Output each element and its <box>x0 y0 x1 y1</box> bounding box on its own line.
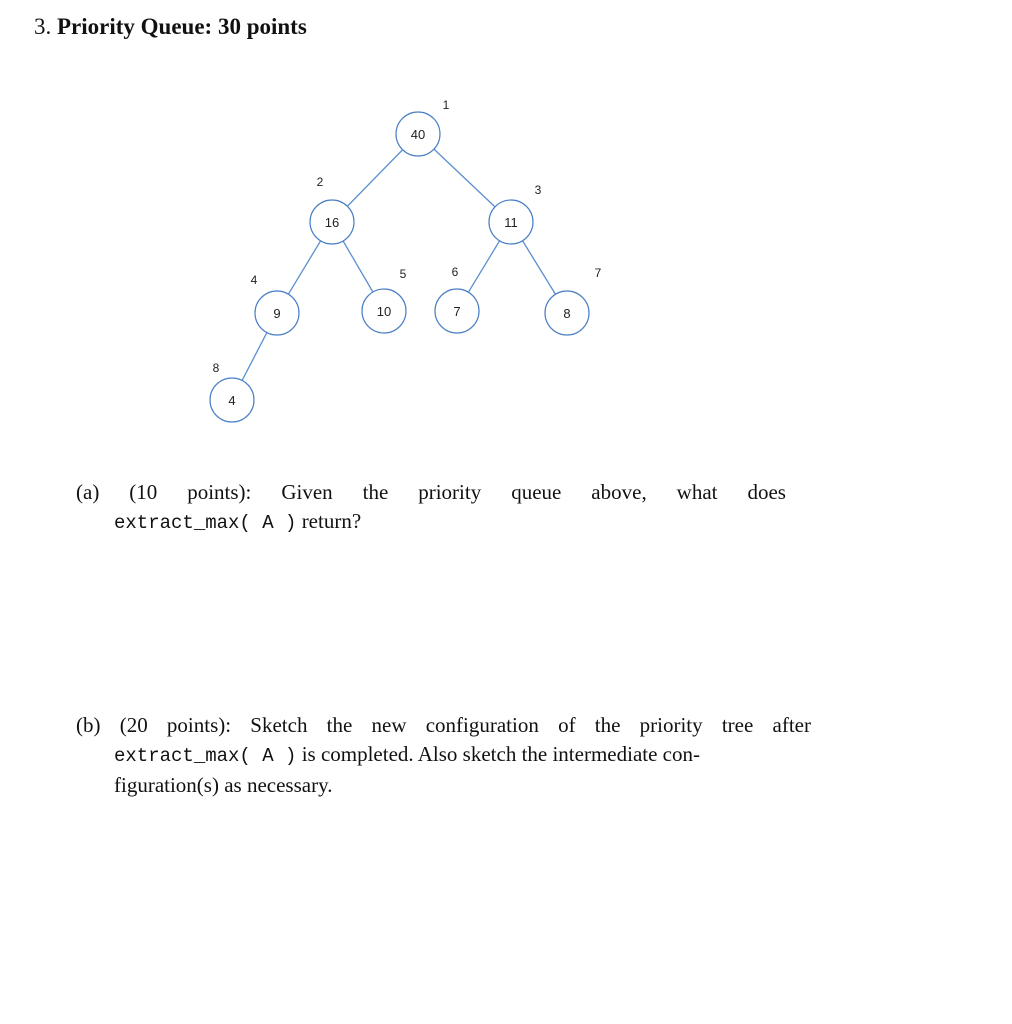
qa-word: (10 <box>129 480 158 504</box>
question-b-line-1: (b) (20 points): Sketch the new configuration of the priority tree after <box>76 713 811 737</box>
tree-node-index: 1 <box>442 98 450 112</box>
tree-edge <box>288 241 320 294</box>
tree-edge <box>434 149 495 207</box>
tree-node-index: 7 <box>594 266 602 280</box>
problem-number: 3. <box>34 14 52 39</box>
question-a-line-2 <box>76 507 786 538</box>
qa-word: queue <box>511 480 562 504</box>
qa-word: Given <box>281 480 333 504</box>
tree-edge <box>523 241 556 295</box>
problem-title: Priority Queue: 30 points <box>57 14 307 39</box>
tree-edge <box>468 241 499 292</box>
qa-word: points): <box>187 480 252 504</box>
tree-node-index: 6 <box>451 265 459 279</box>
qa-code: extract_max( A ) <box>114 512 297 534</box>
tree-node-index: 5 <box>399 267 407 281</box>
qb-code: extract_max( A ) <box>114 745 297 767</box>
question-b-line-3: figuration(s) as necessary. <box>114 773 333 797</box>
question-b-line-2 <box>76 740 811 771</box>
tree-node-value: 10 <box>376 304 392 319</box>
tree-node-index: 8 <box>212 361 220 375</box>
tree-node-value: 8 <box>563 306 571 321</box>
heap-tree-diagram <box>0 0 1012 470</box>
question-b <box>76 711 811 800</box>
tree-node-value: 11 <box>504 215 518 230</box>
qa-tail: return? <box>296 509 362 533</box>
tree-edge <box>242 333 267 381</box>
tree-node-index: 3 <box>534 183 542 197</box>
tree-node-value: 7 <box>453 304 461 319</box>
qa-word: (a) <box>76 480 100 504</box>
question-a-line-1 <box>76 478 786 507</box>
tree-edge <box>347 150 402 207</box>
qa-word: above, <box>591 480 647 504</box>
qa-word: the <box>362 480 389 504</box>
tree-node-value: 4 <box>228 393 236 408</box>
tree-edge <box>343 241 373 292</box>
qa-word: does <box>747 480 786 504</box>
tree-node-value: 16 <box>324 215 340 230</box>
qb-line2-tail: is completed. Also sketch the intermediate con- <box>296 742 700 766</box>
tree-node-value: 40 <box>410 127 426 142</box>
tree-node-index: 4 <box>250 273 258 287</box>
qa-word: what <box>676 480 718 504</box>
qa-word: priority <box>418 480 482 504</box>
tree-node-value: 9 <box>273 306 281 321</box>
tree-node-index: 2 <box>316 175 324 189</box>
question-a <box>76 478 786 538</box>
